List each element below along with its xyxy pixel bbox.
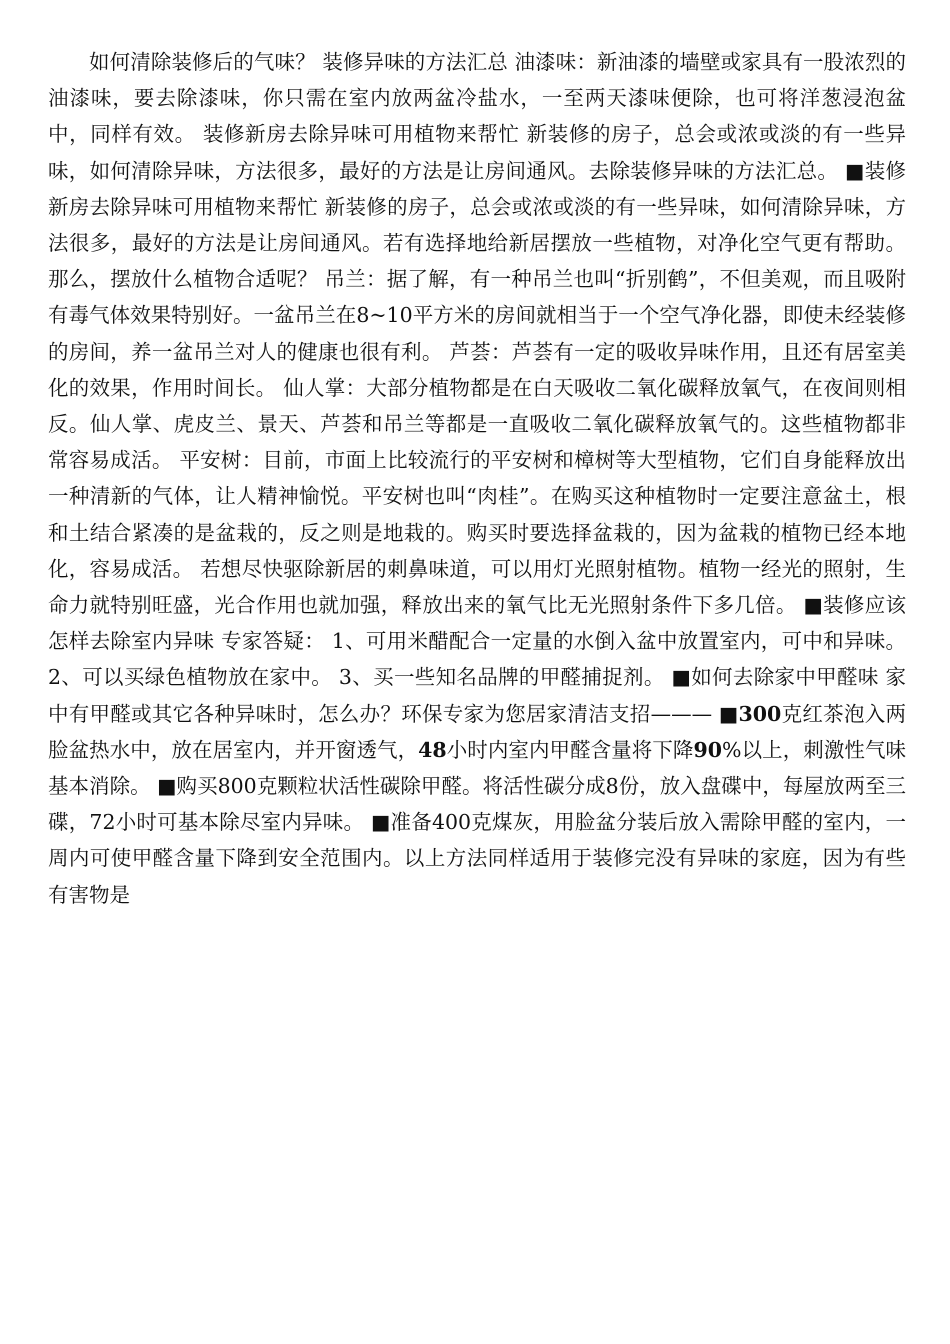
text-segment: 如何清除装修后的气味？ 装修异味的方法汇总 油漆味：新油漆的墙壁或家具有一股浓烈的油漆味，要去除漆味，你只需在室内放两盆冷盐水，一至两天漆味便除，也可将洋葱浸泡盆中，同样有效。 装修新房去除异味可用植物来帮忙 新装修的房子，总会或浓或淡的有一些异味，如何清除异味，方法很多，最好的方法是让房间通风。去除装修异味的方法汇总。 ■装修新房去除异味可用植物来帮忙 新装修的房子，总会或浓或淡的有一些异味，如何清除异味，方法很多，最好的方法是让房间通风。若有选择地给新居摆放一些植物，对净化空气更有帮助。那么，摆放什么植物合适呢？ 吊兰：据了解，有一种吊兰也叫“折别鹤”，不但美观，而且吸附有毒气体效果特别好。一盆吊兰在8~10平方米的房间就相当于一个空气净化器，即使未经装修的房间，养一盆吊兰对人的健康也很有利。 芦荟：芦荟有一定的吸收异味作用，且还有居室美化的效果，作用时间长。 仙人掌：大部分植物都是在白天吸收二氧化碳释放氧气，在夜间则相反。仙人掌、虎皮兰、景天、芦荟和吊兰等都是一直吸收二氧化碳释放氧气的。这些植物都非常容易成活。 平安树：目前，市面上比较流行的平安树和樟树等大型植物，它们自身能释放出一种清新的气体，让人精神愉悦。平安树也叫“肉桂”。在购买这种植物时一定要注意盆土，根和土结合紧凑的是盆栽的，反之则是地栽的。购买时要选择盆栽的，因为盆栽的植物已经本地化，容易成活。 若想尽快驱除新居的刺鼻味道，可以用灯光照射植物。植物一经光的照射，生命力就特别旺盛，光合作用也就加强，释放出来的氧气比无光照射条件下多几倍。 ■装修应该怎样去除室内异味 专家答疑： 1、可用米醋配合一定量的水倒入盆中放置室内，可中和异味。 2、可以买绿色植物放在家中。 3、买一些知名品牌的甲醛捕捉剂。 ■如何去除家中甲醛味 家中有甲醛或其它各种异味时，怎么办？环保专家为您居家清洁支招——— ■ [48, 50, 906, 726]
bold-number-90: 90 [693, 737, 723, 762]
document-page [48, 44, 906, 913]
bold-number-48: 48 [418, 737, 447, 762]
text-segment: 小时内室内甲醛含量将下降 [446, 737, 694, 762]
text-segment: %以上，刺激性气味基本消除。 ■购买800克颗粒状活性碳除甲醛。将活性碳分成8份，放入盘碟中，每屋放两至三碟，72小时可基本除尽室内异味。 ■准备400克煤灰，用脸盆分装后放入需除甲醛的室内，一周内可使甲醛含量下降到安全范围内。以上方法同样适用于装修完没有异味的家庭，因为有些有害物是 [48, 737, 907, 907]
body-paragraph [48, 44, 906, 913]
bold-number-300: 300 [738, 701, 782, 726]
text-segment: 克红茶泡入两脸盆热水中，放在居室内，并开窗透气， [48, 701, 907, 762]
